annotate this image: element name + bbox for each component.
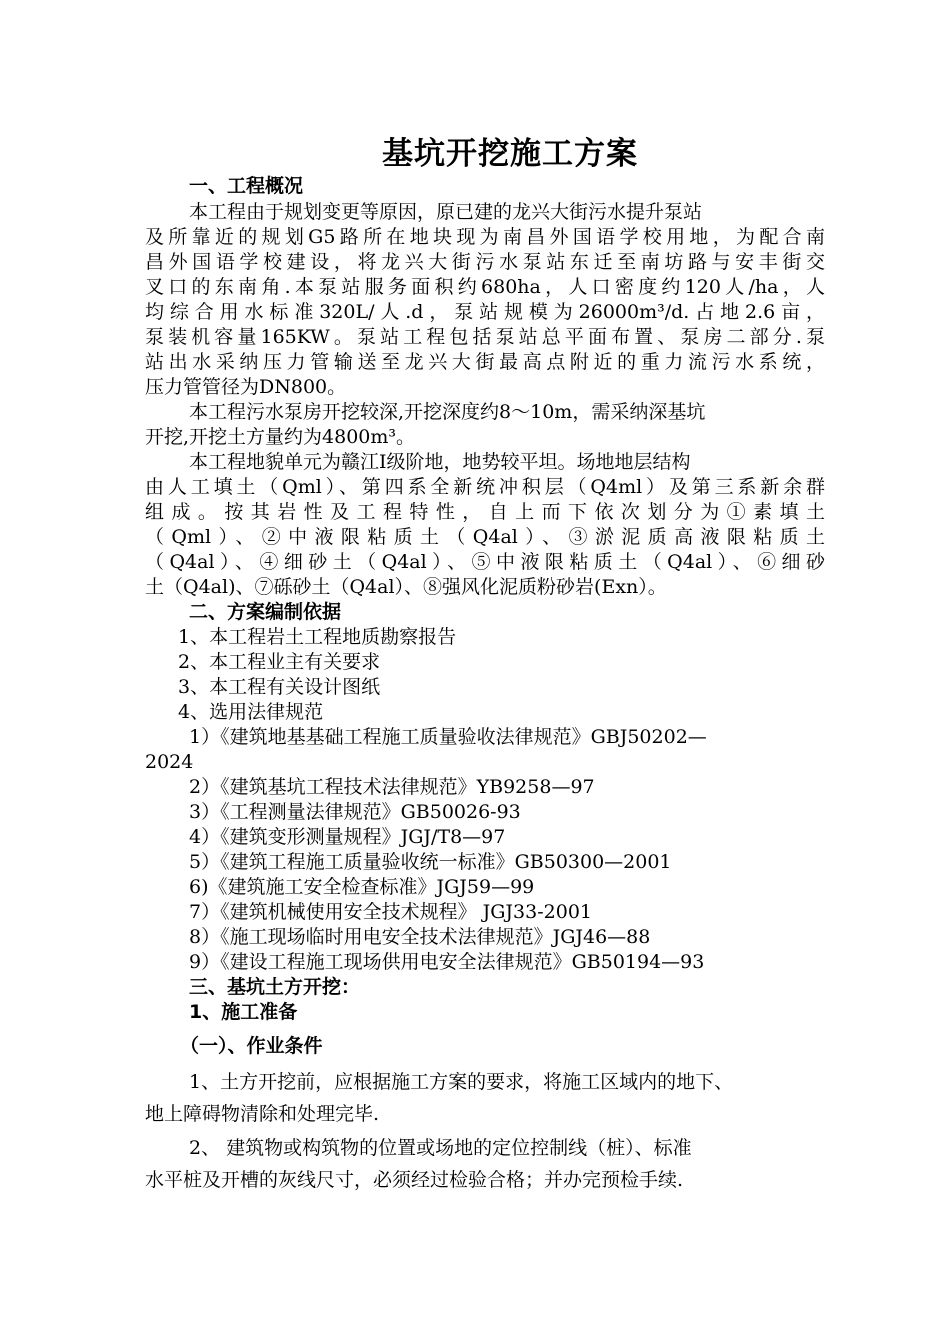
list-item: 4、选用法律规范 [178,701,324,723]
paragraph-line: （Q4al）、④细砂土（Q4al）、⑤中液限粘质土（Q4al）、⑥细砂 [145,551,825,573]
paragraph-line: 及所靠近的规划G5路所在地块现为南昌外国语学校用地，为配合南 [145,226,825,248]
law-item: 5）《建筑工程施工质量验收统一标准》GB50300—2001 [189,851,672,873]
paragraph-line: 1、土方开挖前，应根据施工方案的要求，将施工区域内的地下、 [189,1071,734,1093]
paragraph-line: 压力管管径为DN800。 [145,376,347,398]
paragraph-line: 由人工填土（Qml）、第四系全新统冲积层（Q4ml）及第三系新余群 [145,476,825,498]
subsection-heading-conditions: （一）、作业条件 [180,1035,323,1057]
list-item: 3、本工程有关设计图纸 [178,676,381,698]
paragraph-line: 地上障碍物清除和处理完毕. [145,1103,380,1125]
law-item: 2）《建筑基坑工程技术法律规范》YB9258—97 [189,776,595,798]
paragraph-line: 2、 建筑物或构筑物的位置或场地的定位控制线（桩）、标准 [189,1137,692,1159]
law-item: 6)《建筑施工安全检查标准》JGJ59—99 [189,876,535,898]
law-item: 7）《建筑机械使用安全技术规程》 JGJ33-2001 [189,901,592,923]
list-item: 1、本工程岩土工程地质勘察报告 [178,626,457,648]
section-heading-overview: 一、工程概况 [189,175,304,197]
law-item: 1）《建筑地基基础工程施工质量验收法律规范》GBJ50202— [189,726,707,748]
law-item-continuation: 2024 [145,751,194,773]
section-heading-basis: 二、方案编制依据 [189,601,342,623]
paragraph-line: 本工程由于规划变更等原因，原已建的龙兴大街污水提升泵站 [189,201,703,223]
paragraph-line: 昌外国语学校建设，将龙兴大街污水泵站东迁至南坊路与安丰街交 [145,251,825,273]
paragraph-line: 组成。按其岩性及工程特性，自上而下依次划分为①素填土 [145,501,825,523]
subsection-heading-preparation: 1、施工准备 [189,1001,298,1023]
law-item: 3）《工程测量法律规范》GB50026-93 [189,801,521,823]
paragraph-line: 土（Q4al)、⑦砾砂土（Q4al）、⑧强风化泥质粉砂岩(Exn）。 [145,576,667,598]
section-heading-excavation: 三、基坑土方开挖： [189,976,361,998]
paragraph-line: （Qml）、②中液限粘质土（Q4al）、③淤泥质高液限粘质土 [145,526,825,548]
paragraph-line: 本工程污水泵房开挖较深,开挖深度约8～10m，需采纳深基坑 [189,401,706,423]
paragraph-line: 均综合用水标准320L/人.d，泵站规模为26000m³/d.占地2.6亩， [145,301,825,323]
paragraph-line: 叉口的东南角.本泵站服务面积约680ha，人口密度约120人/ha，人 [145,276,825,298]
law-item: 4）《建筑变形测量规程》JGJ/T8—97 [189,826,506,848]
law-item: 8）《施工现场临时用电安全技术法律规范》JGJ46—88 [189,926,651,948]
paragraph-line: 水平桩及开槽的灰线尺寸，必须经过检验合格；并办完预检手续. [145,1169,684,1191]
paragraph-line: 本工程地貌单元为赣江Ⅰ级阶地，地势较平坦。场地地层结构 [189,451,691,473]
law-item: 9）《建设工程施工现场供用电安全法律规范》GB50194—93 [189,951,705,973]
list-item: 2、本工程业主有关要求 [178,651,381,673]
paragraph-line: 开挖,开挖土方量约为4800m³。 [145,426,416,448]
page-title: 基坑开挖施工方案 [382,136,638,172]
paragraph-line: 泵装机容量165KW。泵站工程包括泵站总平面布置、泵房二部分.泵 [145,326,825,348]
paragraph-line: 站出水采纳压力管输送至龙兴大街最高点附近的重力流污水系统， [145,351,825,373]
